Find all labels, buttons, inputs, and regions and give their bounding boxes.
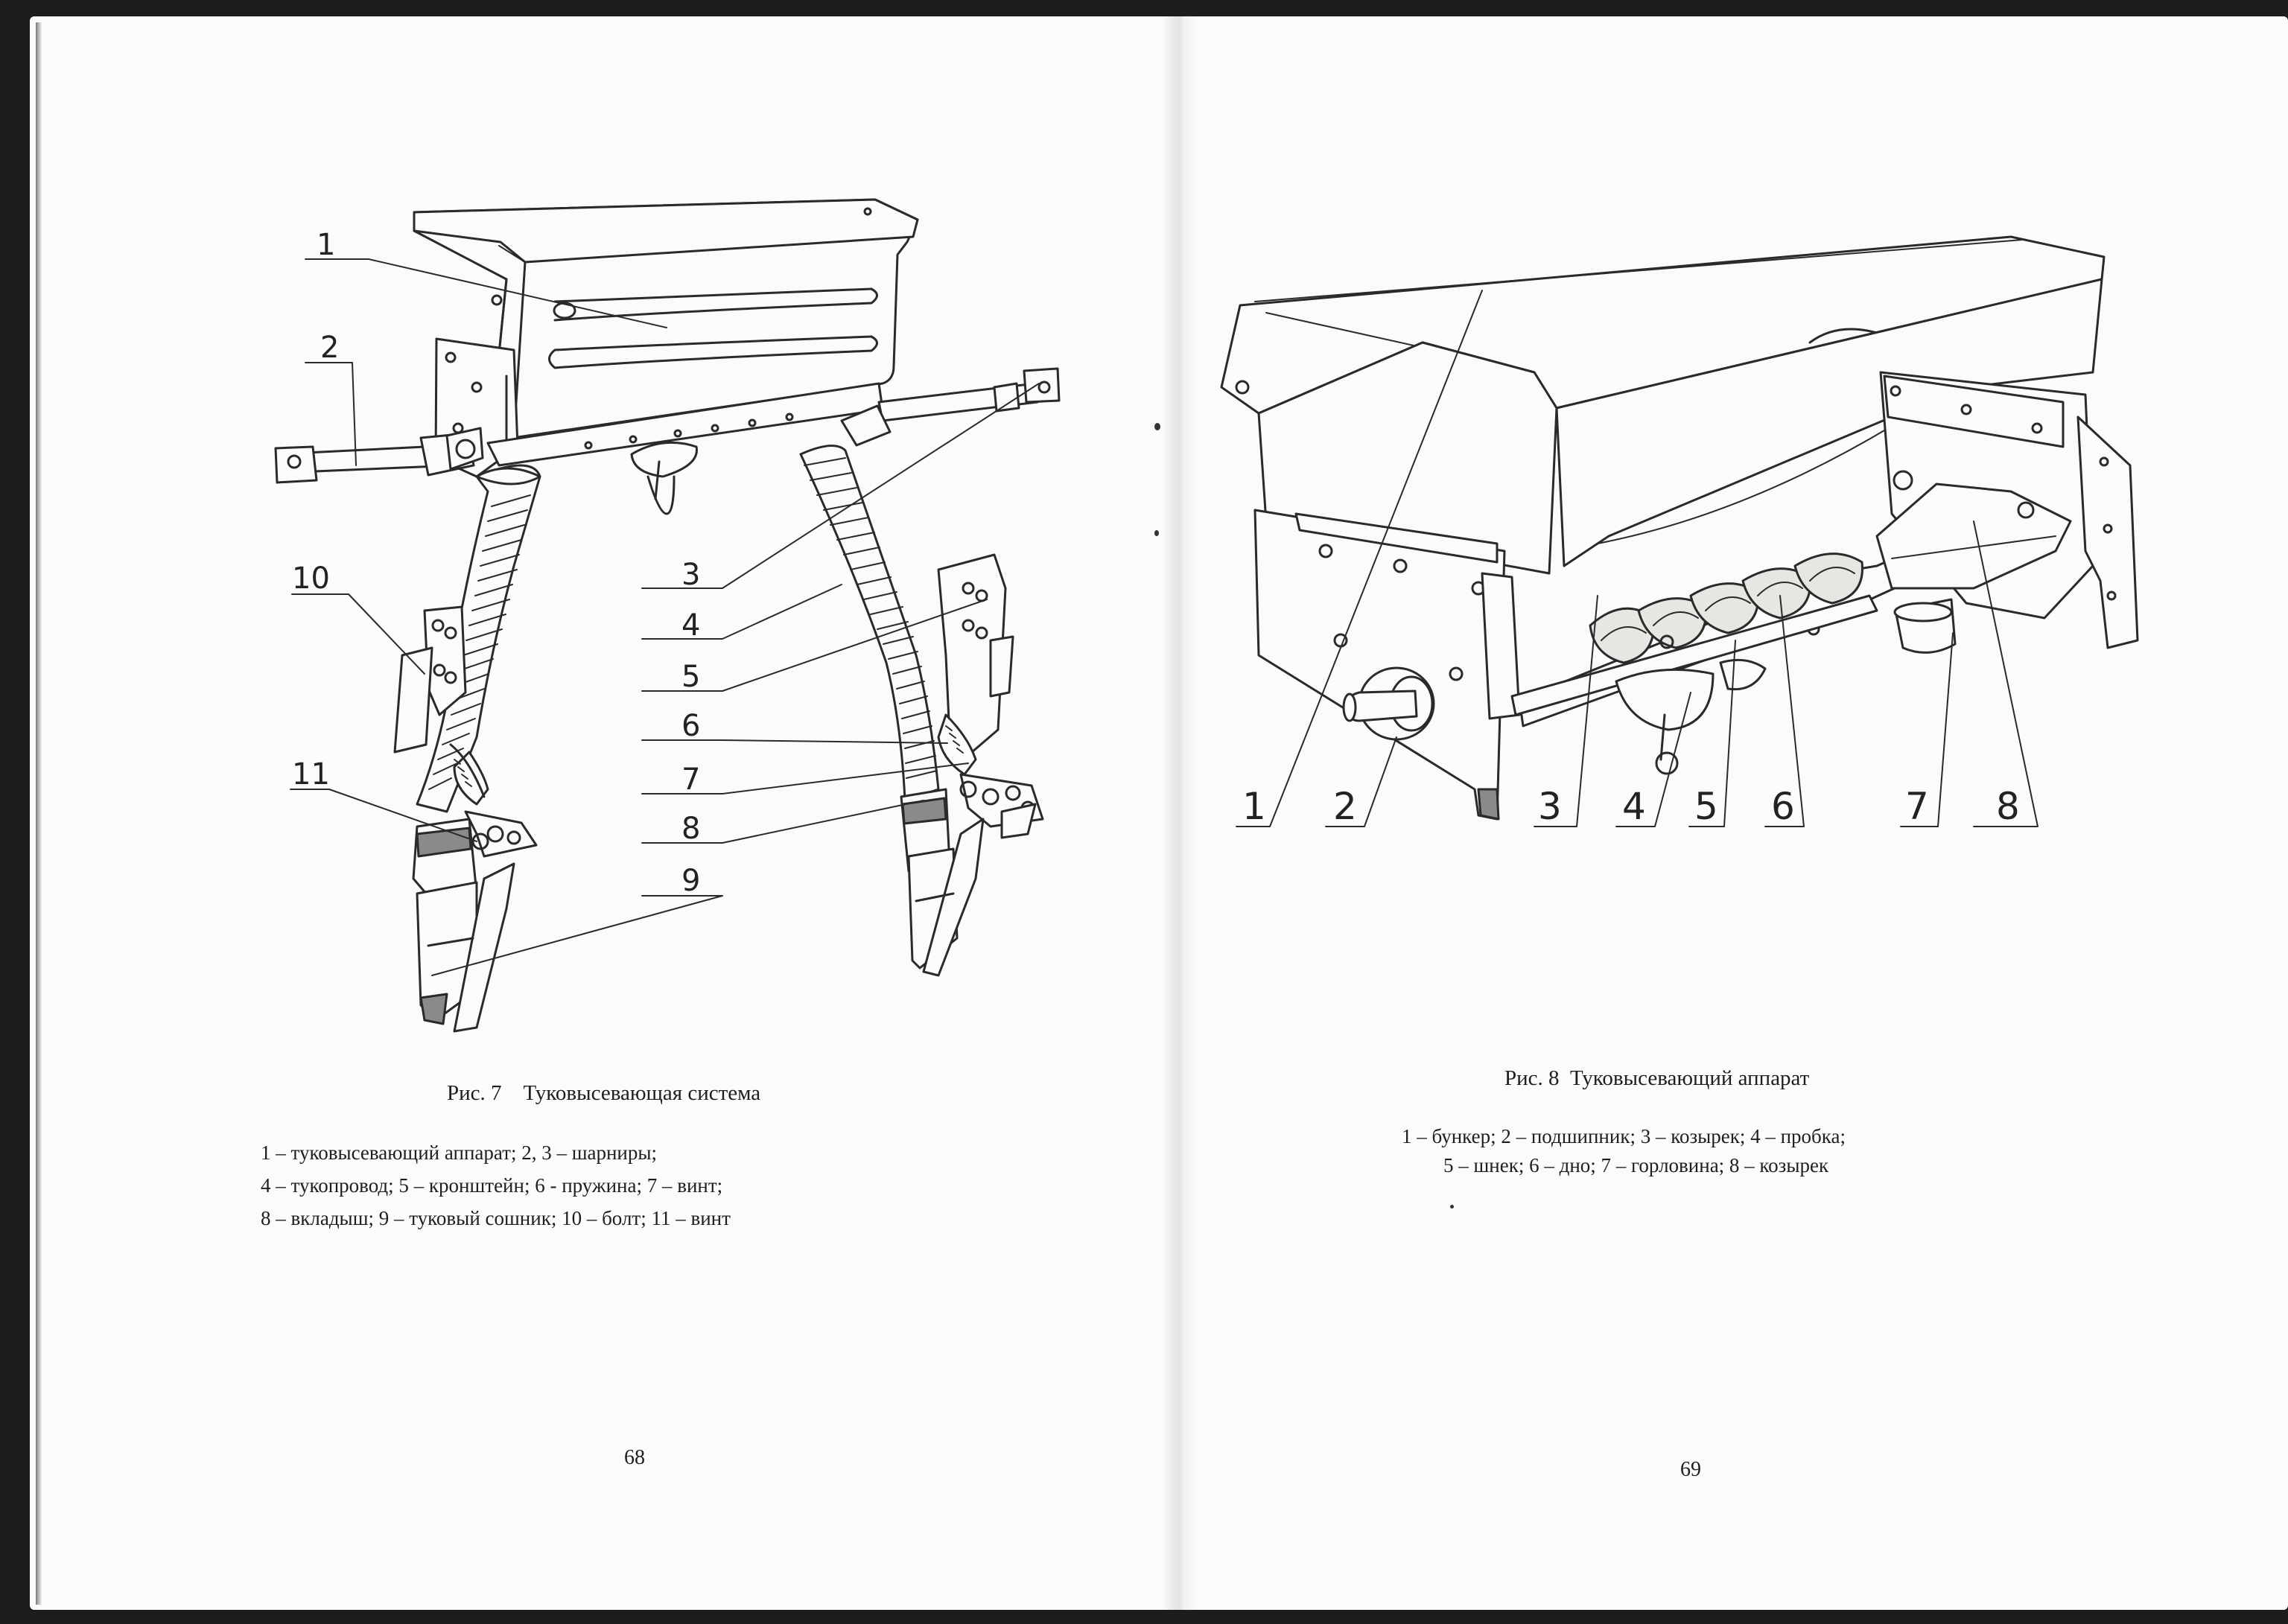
figure-7-caption bbox=[447, 1081, 760, 1106]
figure-8-legend-line: 5 – шнек; 6 – дно; 7 – горловина; 8 – козырек bbox=[1443, 1154, 1829, 1176]
callout-2: 2 bbox=[1333, 785, 1357, 828]
callout-3: 3 bbox=[681, 558, 701, 592]
callout-8: 8 bbox=[681, 812, 701, 846]
callout-5: 5 bbox=[1694, 785, 1718, 828]
figure-7-fertilizer-system-drawing bbox=[253, 186, 1058, 1050]
scan-speck bbox=[1450, 1205, 1454, 1209]
scan-speck bbox=[1154, 530, 1159, 536]
callout-10: 10 bbox=[292, 561, 330, 596]
left-hinge-shaft bbox=[276, 428, 483, 483]
figure-7-legend-line: 1 – туковысевающий аппарат; 2, 3 – шарниры; bbox=[261, 1141, 658, 1164]
callout-7: 7 bbox=[1905, 785, 1929, 828]
page-number-right: 69 bbox=[1680, 1458, 1701, 1481]
figure-7-number: Рис. 7 bbox=[447, 1081, 502, 1105]
figure-7-legend-line: 4 – тукопровод; 5 – кронштейн; 6 - пружина; 7 – винт; bbox=[261, 1174, 723, 1197]
callout-4: 4 bbox=[681, 608, 701, 643]
throat bbox=[1895, 599, 1955, 652]
figure-8-title: Туковысевающий аппарат bbox=[1570, 1066, 1810, 1090]
callout-5: 5 bbox=[681, 660, 701, 694]
left-side-plate bbox=[1255, 510, 1519, 819]
figure-8-number: Рис. 8 bbox=[1504, 1066, 1560, 1090]
callout-8: 8 bbox=[1996, 785, 2020, 828]
callout-4: 4 bbox=[1622, 785, 1646, 828]
callout-2: 2 bbox=[320, 331, 340, 365]
page-edge-shadow bbox=[36, 22, 42, 1605]
page-number-left: 68 bbox=[624, 1446, 645, 1469]
left-coulter bbox=[395, 607, 536, 1031]
scan-speck bbox=[1154, 423, 1160, 430]
figure-8-legend-line: 1 – бункер; 2 – подшипник; 3 – козырек; 4 – пробка; bbox=[1402, 1125, 1846, 1147]
callout-6: 6 bbox=[681, 709, 701, 743]
figure-7-legend-line: 8 – вкладыш; 9 – туковый сошник; 10 – болт; 11 – винт bbox=[261, 1207, 731, 1229]
callout-1: 1 bbox=[317, 228, 336, 262]
callout-1: 1 bbox=[1242, 785, 1266, 828]
figure-8-fertilizer-unit-drawing bbox=[1192, 149, 2160, 841]
callout-6: 6 bbox=[1771, 785, 1795, 828]
figure-8-caption bbox=[1504, 1066, 1809, 1091]
figure-7-title: Туковысевающая система bbox=[523, 1081, 761, 1105]
callout-9: 9 bbox=[681, 864, 701, 898]
callout-11: 11 bbox=[292, 757, 330, 792]
callout-7: 7 bbox=[681, 762, 701, 797]
callout-3: 3 bbox=[1538, 785, 1562, 828]
